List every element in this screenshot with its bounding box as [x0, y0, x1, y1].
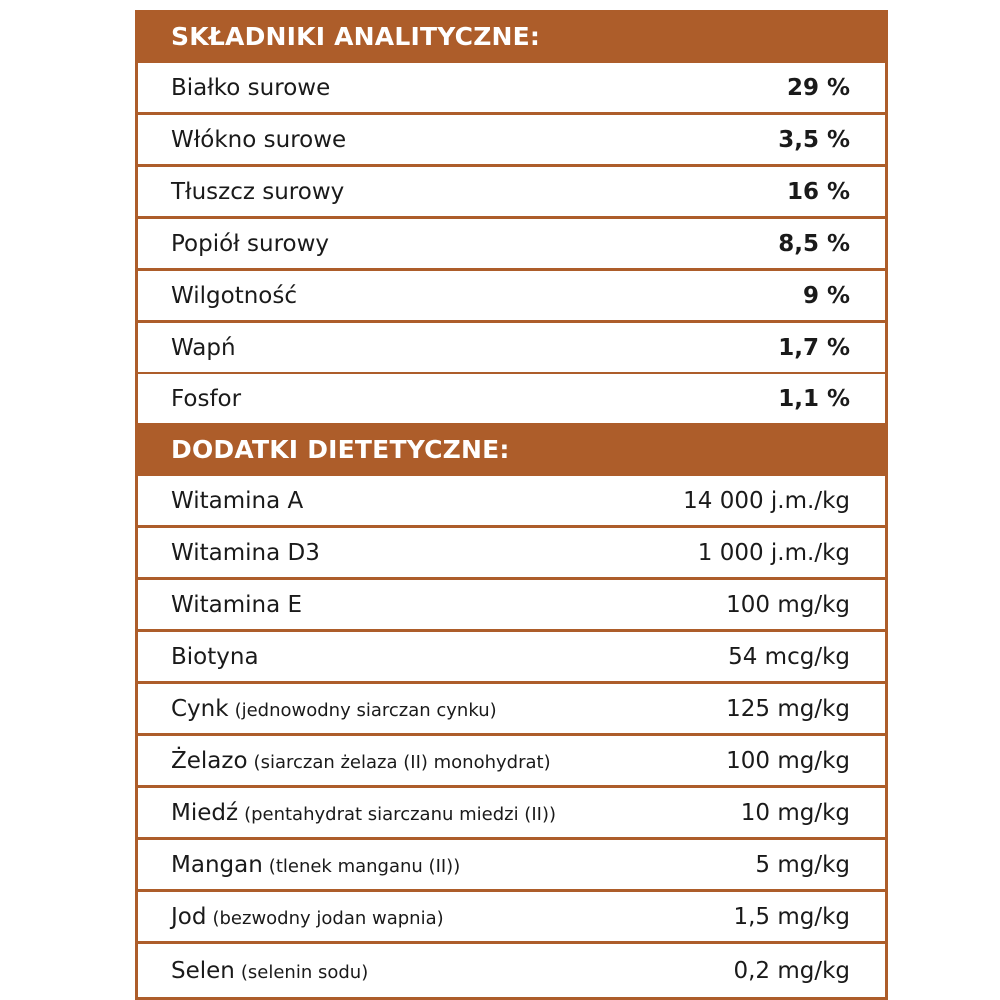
row-value: 1,7 % [778, 334, 850, 361]
row-value: 54 mcg/kg [728, 643, 850, 670]
table-row [138, 115, 885, 164]
nutrition-table [135, 10, 888, 1000]
row-label [171, 800, 556, 826]
row-label: Białko surowe [171, 74, 331, 101]
table-row [138, 580, 885, 629]
row-label: Wapń [171, 334, 236, 361]
table-row [138, 271, 885, 320]
row-value: 1,5 mg/kg [733, 903, 850, 930]
row-value: 16 % [786, 178, 850, 205]
row-label [171, 696, 497, 722]
row-label [171, 958, 368, 984]
row-name: Żelazo [171, 747, 248, 774]
row-name: Selen [171, 957, 235, 984]
table-row [138, 632, 885, 681]
row-label: Wilgotność [171, 282, 297, 309]
table-row [138, 528, 885, 577]
row-name: Miedź [171, 799, 239, 826]
section-header-dietary: DODATKI DIETETYCZNE: [171, 434, 510, 464]
table-row [138, 476, 885, 525]
row-name: Biotyna [171, 643, 259, 670]
row-label [171, 904, 444, 930]
table-row [138, 684, 885, 733]
row-value: 9 % [802, 282, 850, 309]
row-value: 10 mg/kg [740, 799, 850, 826]
row-note: (bezwodny jodan wapnia) [212, 907, 444, 929]
row-label [171, 592, 302, 618]
row-label [171, 644, 259, 670]
table-row [138, 323, 885, 372]
row-name: Witamina E [171, 591, 303, 618]
row-note: (tlenek manganu (II)) [268, 855, 461, 877]
row-value: 5 mg/kg [755, 851, 850, 878]
table-row [138, 840, 885, 889]
row-value: 1,1 % [778, 385, 850, 412]
table-row [138, 219, 885, 268]
row-value: 100 mg/kg [726, 747, 850, 774]
row-name: Mangan [171, 851, 263, 878]
table-row [138, 944, 885, 997]
row-label: Fosfor [171, 385, 242, 412]
row-value: 125 mg/kg [726, 695, 850, 722]
row-label: Tłuszcz surowy [171, 178, 345, 205]
row-value: 8,5 % [778, 230, 850, 257]
row-name: Cynk [171, 695, 229, 722]
row-label: Włókno surowe [171, 126, 347, 153]
table-row [138, 892, 885, 941]
row-note: (pentahydrat siarczanu miedzi (II)) [244, 803, 556, 825]
table-row [138, 63, 885, 112]
row-value: 100 mg/kg [726, 591, 850, 618]
row-label [171, 540, 320, 566]
row-name: Witamina D3 [171, 539, 320, 566]
section-header-analytical: SKŁADNIKI ANALITYCZNE: [171, 21, 541, 51]
table-row [138, 374, 885, 423]
row-note: (siarczan żelaza (II) monohydrat) [253, 751, 551, 773]
row-value: 1 000 j.m./kg [697, 539, 850, 566]
table-row [138, 788, 885, 837]
table-row [138, 167, 885, 216]
row-label: Popiół surowy [171, 230, 330, 257]
row-label [171, 852, 460, 878]
row-name: Jod [171, 903, 207, 930]
row-value: 29 % [786, 74, 850, 101]
row-note: (selenin sodu) [240, 961, 369, 983]
table-row [138, 736, 885, 785]
row-note: (jednowodny siarczan cynku) [234, 699, 497, 721]
row-label [171, 488, 303, 514]
row-label [171, 748, 551, 774]
row-value: 14 000 j.m./kg [683, 487, 850, 514]
row-value: 3,5 % [778, 126, 850, 153]
row-value: 0,2 mg/kg [733, 957, 850, 984]
row-name: Witamina A [171, 487, 304, 514]
